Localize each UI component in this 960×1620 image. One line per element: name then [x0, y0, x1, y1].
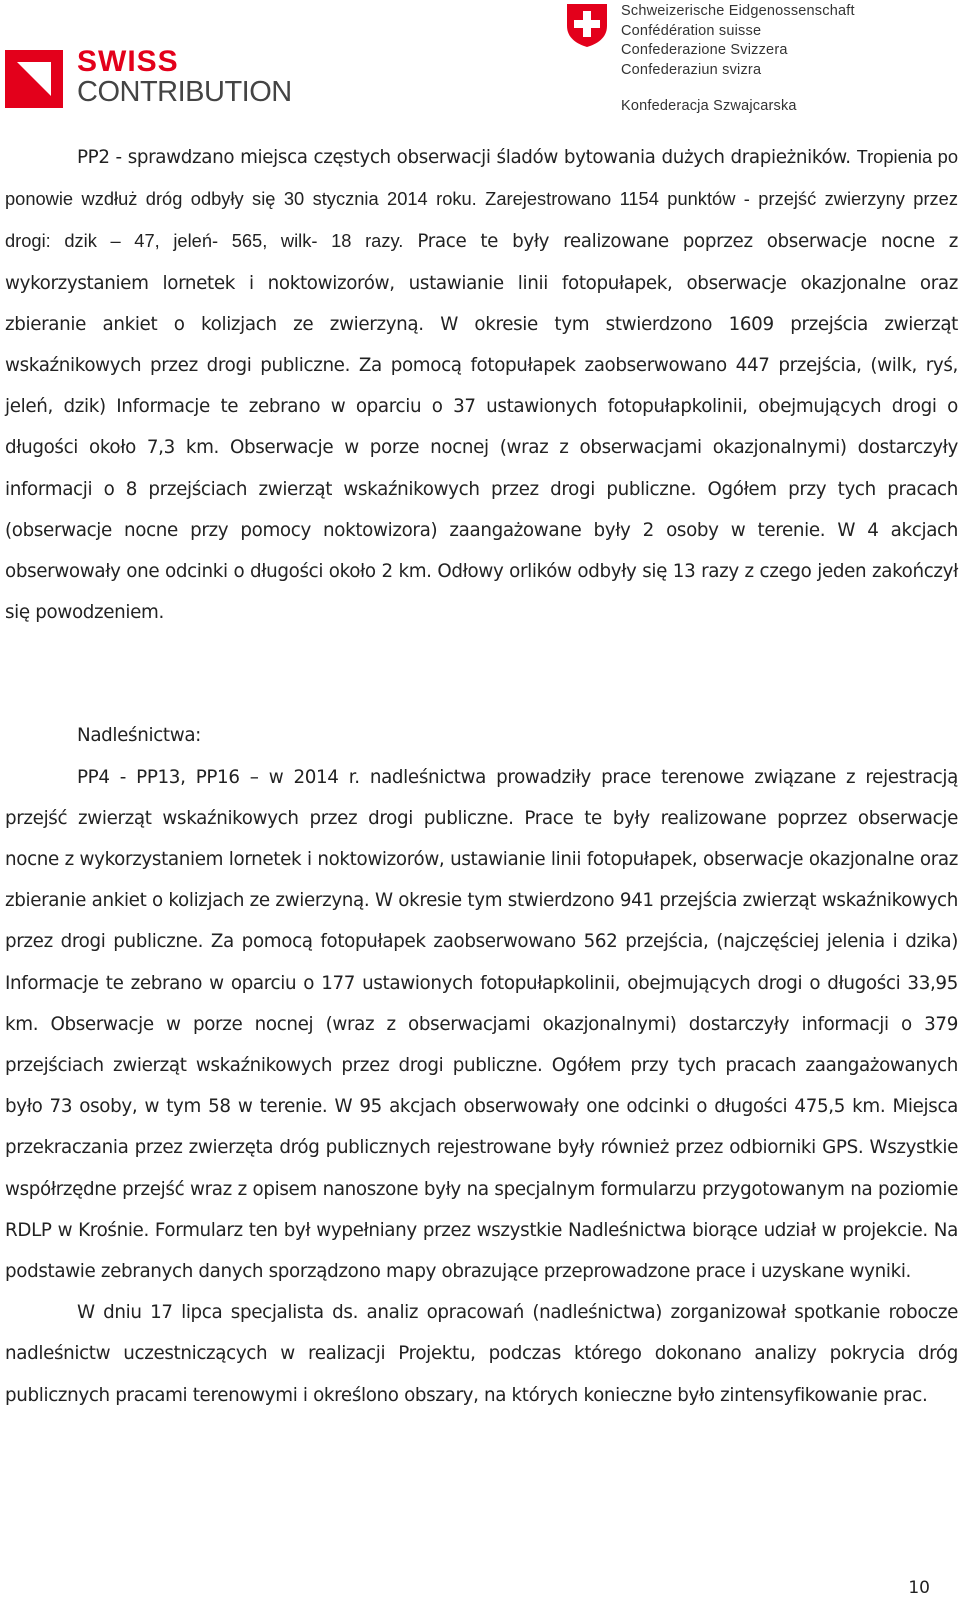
swiss-shield-icon	[565, 2, 609, 48]
logo-swiss-text: SWISS	[77, 45, 179, 78]
paragraph-nadlesnictwa	[5, 757, 958, 1293]
logo-contribution-text: CONTRIBUTION	[77, 76, 292, 108]
swiss-contribution-logo-mark	[5, 50, 63, 108]
paragraph-nadlesnictwa-text: nadleśnictwa prowadziły prace terenowe związane z rejestracją przejść zwierząt wskaźnikowych przez drogi publiczne. Prace te były realizowane poprzez obserwacje nocne z wykorzystaniem lornetek i noktowizorów, ustawianie linii fotopułapek, obserwacje okazjonalne oraz zbieranie ankiet o kolizjach ze zwierzyną. W okresie tym stwierdzono 941 przejścia zwierząt wskaźnikowych przez drogi publiczne. Za pomocą fotopułapek zaobserwowano 562 przejścia, (najczęściej jelenia i dzika) Informacje te zebrano w oparciu o 177 ustawionych fotopułapkolinii, obejmujących drogi o długości 33,95 km. Obserwacje w porze nocnej (wraz z obserwacjami okazjonalnymi) dostarczyły informacji o 379 przejściach zwierząt wskaźnikowych przez drogi publiczne. Ogółem przy tych pracach zaangażowanych było 73 osoby, w tym 58 w terenie. W 95 akcjach obserwowały one odcinki o długości 475,5 km. Miejsca przekraczania przez zwierzęta dróg publicznych rejestrowane były również przez odbiorniki GPS. Wszystkie współrzędne przejść wraz z opisem nanoszone były na specjalnym formularzu przygotowanym na poziomie RDLP w Krośnie. Formularz ten był wypełniany przez wszystkie Nadleśnictwa biorące udział w projekcie. Na podstawie zebranych danych sporządzono mapy obrazujące przeprowadzone prace i uzyskane wyniki.	[5, 766, 958, 1283]
section-spacer	[5, 633, 958, 715]
confederation-name-it: Confederazione Svizzera	[621, 42, 788, 58]
paragraph-nadlesnictwa-range: PP4 - PP13, PP16 – w 2014 r.	[77, 766, 360, 788]
confederation-name-pl: Konfederacja Szwajcarska	[621, 98, 797, 114]
confederation-name-fr: Confédération suisse	[621, 22, 762, 39]
paragraph-pp2-methods: Prace te były realizowane poprzez obserwacje nocne z wykorzystaniem lornetek i noktowizorów, ustawianie linii fotopułapek, obserwacje okazjonalne oraz zbieranie ankiet o kolizjach ze zwierzyną. W okresie tym stwierdzono 1609 przejścia zwierząt wskaźnikowych przez drogi publiczne. Za pomocą fotopułapek zaobserwowano 447 przejścia, (wilk, ryś, jeleń, dzik) Informacje te zebrano w oparciu o 37 ustawionych fotopułapkolinii, obejmujących drogi o długości około 7,3 km. Obserwacje w porze nocnej (wraz z obserwacjami okazjonalnymi) dostarczyły informacji o 8 przejściach zwierząt wskaźnikowych przez drogi publiczne. Ogółem przy tych pracach (obserwacje nocne przy pomocy noktowizora) zaangażowane były 2 osoby w terenie. W 4 akcjach obserwowały one odcinki o długości około 2 km. Odłowy orlików odbyły się 13 razy z czego jeden zakończył się powodzeniem.	[5, 231, 959, 624]
confederation-name-rm: Confederaziun svizra	[621, 61, 762, 78]
page-header	[0, 0, 960, 125]
paragraph-pp2-intro: PP2 - sprawdzano miejsca częstych obserwacji śladów bytowania dużych drapieżników.	[77, 147, 851, 168]
paragraph-pp2	[5, 136, 958, 633]
paragraph-meeting: W dniu 17 lipca specjalista ds. analiz opracowań (nadleśnictwa) zorganizował spotkanie robocze nadleśnictw uczestniczących w realizacji Projektu, podczas którego dokonano analizy pokrycia dróg publicznych pracami terenowymi i określono obszary, na których konieczne było zintensyfikowanie prac.	[5, 1302, 958, 1406]
confederation-names	[621, 2, 855, 80]
document-body	[5, 136, 958, 1416]
confederation-name-de: Schweizerische Eidgenossenschaft	[621, 3, 855, 19]
paragraph-pp2-tracking: Tropienia po ponowie wzdłuż dróg odbyły się 30 stycznia 2014 roku. Zarejestrowano 1154 punktów - przejść zwierzyny przez drogi: dzik – 47, jeleń- 565, wilk- 18 razy.	[5, 146, 958, 252]
page-number: 10	[908, 1578, 930, 1598]
section-heading: Nadleśnictwa:	[77, 725, 201, 747]
